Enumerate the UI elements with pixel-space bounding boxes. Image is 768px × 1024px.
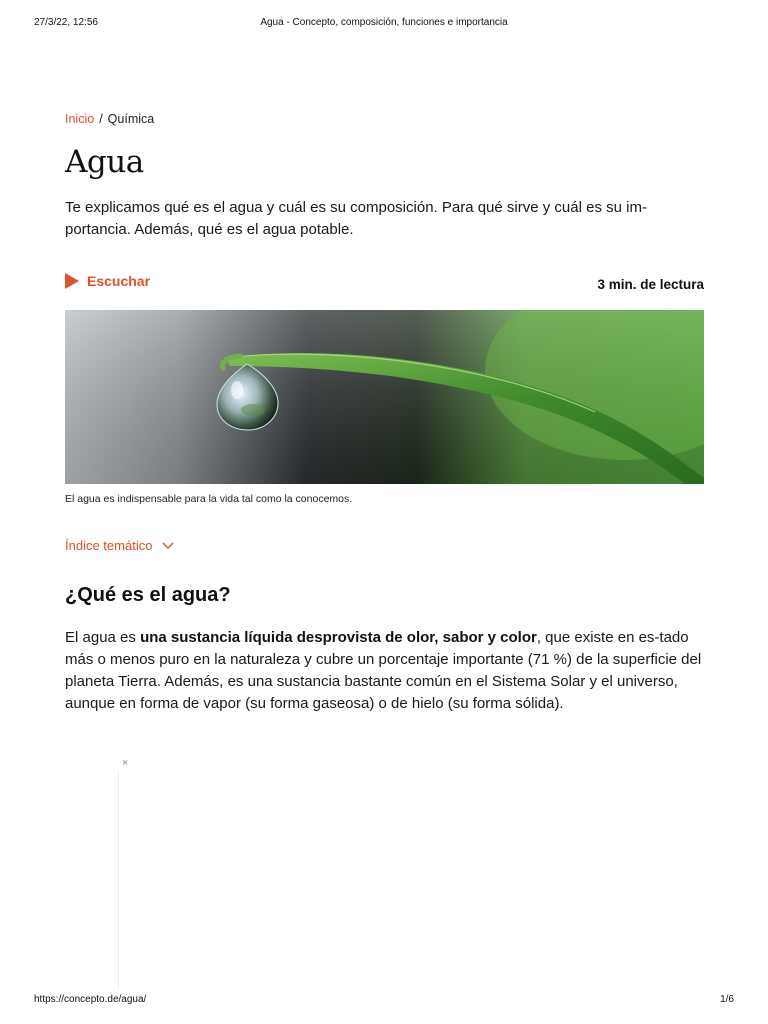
print-header — [34, 17, 734, 31]
listen-button[interactable] — [65, 273, 150, 289]
ad-close-icon[interactable]: × — [122, 757, 129, 769]
para-intro: El agua es — [65, 629, 141, 646]
breadcrumb-home-link[interactable]: Inicio — [65, 112, 95, 126]
hero-caption: El agua es indispensable para la vida tal como la conocemos. — [65, 493, 353, 505]
toc-toggle[interactable] — [65, 538, 174, 553]
para-rest: , que existe en es-tado más o menos puro en la naturaleza y cubre un porcentaje importante (71 %) de la superficie del planeta Tierra. Además, es una sustancia bastante común en el Sistema Solar y el universo, aunque en forma de vapor (su forma gaseosa) o de hielo (su forma sólida). — [65, 629, 702, 712]
print-datetime: 27/3/22, 12:56 — [34, 17, 98, 28]
hero-image — [65, 310, 704, 484]
print-url: https://concepto.de/agua/ — [34, 994, 147, 1005]
page-title: Agua — [65, 144, 144, 180]
print-doc-title: Agua - Concepto, composición, funciones e importancia — [260, 17, 508, 28]
print-footer — [34, 994, 734, 1008]
ad-placeholder-divider — [118, 770, 119, 990]
breadcrumb-separator: / — [99, 112, 103, 126]
play-icon — [65, 273, 79, 289]
section-paragraph — [65, 627, 704, 715]
water-drop-on-leaf-image — [65, 310, 704, 484]
print-page-number: 1/6 — [720, 994, 734, 1005]
para-bold: una sustancia líquida desprovista de olor, sabor y color — [140, 629, 537, 646]
chevron-down-icon — [162, 542, 174, 550]
listen-label: Escuchar — [87, 273, 151, 289]
section-heading: ¿Qué es el agua? — [65, 584, 231, 606]
breadcrumb — [65, 112, 154, 126]
toc-label: Índice temático — [65, 538, 153, 553]
read-time: 3 min. de lectura — [597, 277, 704, 292]
breadcrumb-current[interactable]: Química — [107, 112, 155, 126]
article-lead: Te explicamos qué es el agua y cuál es su composición. Para qué sirve y cuál es su im-portancia. Además, qué es el agua potable. — [65, 199, 647, 238]
